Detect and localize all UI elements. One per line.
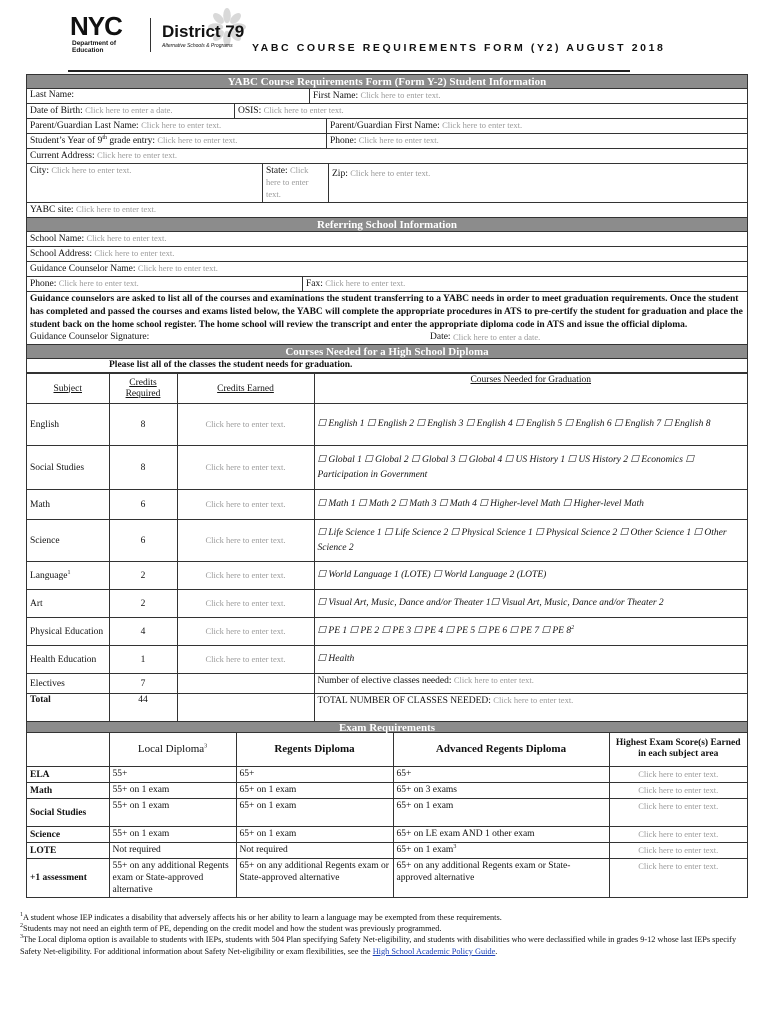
course-credits-required: 2 [109,562,177,590]
course-checkbox-list[interactable]: ☐ Visual Art, Music, Dance and/or Theater 1☐ Visual Art, Music, Dance and/or Theater 2 [314,590,747,618]
col-highest-score: Highest Exam Score(s) Earned in each subject area [609,733,747,767]
exam-subject: ELA [27,767,109,783]
courses-heading: Courses Needed for a High School Diploma [27,345,747,359]
course-subject: English [27,404,109,446]
exam-regents: 65+ [236,767,393,783]
course-checkbox-list[interactable]: ☐ Life Science 1 ☐ Life Science 2 ☐ Physical Science 1 ☐ Physical Science 2 ☐ Other Science 1 ☐ Other Science 2 [314,520,747,562]
signature-date-label: Date: [430,332,451,342]
course-subject: Language$^1$ [27,562,109,590]
counselor-instructions: Guidance counselors are asked to list all of the courses and examinations the student transferring to a YABC needs in order to meet graduation requirements. Once the student has completed and passed the courses and exams listed below, the YABC will complete the appropriate procedures in ATS to pre-certify the student for graduation and place the student back on the home school register. The home school will review the transcript and enter the appropriate diploma code in ATS and issue the official diploma. [30,294,743,330]
exam-advanced: 65+ on 1 exam$^3$ [393,843,609,859]
course-credits-required: 8 [109,446,177,490]
school-address-field[interactable]: Click here to enter text. [94,248,175,258]
exam-local: 55+ on 1 exam [109,783,236,799]
electives-needed-label: Number of elective classes needed: [317,676,452,686]
logo-divider [150,18,151,52]
academic-policy-guide-link[interactable]: High School Academic Policy Guide [372,946,496,956]
doe-logo-text: Department of Education [72,40,117,54]
exam-regents: 65+ on 1 exam [236,827,393,843]
guardian-first-label: Parent/Guardian First Name: [330,121,440,131]
course-subject: Art [27,590,109,618]
total-needed-label: TOTAL NUMBER OF CLASSES NEEDED: [317,696,491,706]
guardian-last-label: Parent/Guardian Last Name: [30,121,139,131]
highest-score-field[interactable]: Click here to enter text. [638,769,719,779]
col-credits-required: Credits Required [109,374,177,404]
footnote-3: $^3$The Local diploma option is available to students with IEPs, students with 504 Plan specifying Safety Net-eligibility, and students with disabilities who were declassified while in grades 9-12 whose last IEPs specify Safety Net-eligibility. For additional information about Safety Net-eligibility or exam flexibilities, see the High School Academic Policy Guide. [20,934,737,956]
exam-local: 55+ on 1 exam [109,799,236,827]
exam-row [27,859,747,898]
year-entry-label: Student’s Year of 9th grade entry: [30,134,155,146]
course-credits-required: 6 [109,490,177,520]
credits-earned-field[interactable]: Click here to enter text. [205,570,286,580]
exam-row [27,767,747,783]
exam-heading: Exam Requirements [27,721,747,733]
exam-advanced: 65+ on LE exam AND 1 other exam [393,827,609,843]
student-phone-field[interactable]: Click here to enter text. [358,135,439,145]
osis-field[interactable]: Click here to enter text. [263,105,344,115]
student-phone-label: Phone: [330,136,357,146]
address-field[interactable]: Click here to enter text. [97,150,178,160]
total-credits: 44 [109,694,177,721]
credits-earned-field[interactable]: Click here to enter text. [205,598,286,608]
school-name-label: School Name: [30,234,85,244]
col-credits-earned: Credits Earned [177,374,314,404]
credits-earned-field[interactable]: Click here to enter text. [205,654,286,664]
footnote-2: $^2$Students may not need an eighth term of PE, depending on the credit model and how the student was previously programmed. [20,923,442,934]
city-label: City: [30,166,50,176]
col-courses-needed: Courses Needed for Graduation [314,374,747,404]
course-row [27,490,747,520]
col-subject: Subject [27,374,109,404]
exam-row [27,827,747,843]
footnotes [20,912,750,957]
first-name-field[interactable]: Click here to enter text. [360,90,441,100]
col-advanced-regents: Advanced Regents Diploma [393,733,609,767]
electives-needed-field[interactable]: Click here to enter text. [453,675,534,685]
footnote-1: $^1$A student whose IEP indicates a disability that adversely affects his or her ability to learn a language may be exempted from these requirements. [20,912,502,922]
credits-earned-field[interactable]: Click here to enter text. [205,535,286,545]
course-checkbox-list[interactable]: ☐ World Language 1 (LOTE) ☐ World Language 2 (LOTE) [314,562,747,590]
course-subject: Physical Education [27,618,109,646]
total-label: Total [27,694,109,721]
credits-earned-field[interactable]: Click here to enter text. [205,626,286,636]
course-credits-required: 4 [109,618,177,646]
exam-row [27,843,747,859]
courses-subheading: Please list all of the classes the student needs for graduation. [109,360,353,370]
exam-row [27,799,747,827]
exam-table [27,733,747,898]
col-regents-diploma: Regents Diploma [236,733,393,767]
exam-subject: Math [27,783,109,799]
fax-field[interactable]: Click here to enter text. [325,278,406,288]
exam-subject: Science [27,827,109,843]
credits-earned-field[interactable]: Click here to enter text. [205,419,286,429]
course-checkbox-list[interactable]: ☐ English 1 ☐ English 2 ☐ English 3 ☐ English 4 ☐ English 5 ☐ English 6 ☐ English 7 ☐ English 8 [314,404,747,446]
header-rule [68,70,630,72]
school-name-field[interactable]: Click here to enter text. [86,233,167,243]
exam-advanced: 65+ [393,767,609,783]
course-subject: Health Education [27,646,109,674]
col-local-diploma: Local Diploma$^3$ [109,733,236,767]
credits-earned-field[interactable]: Click here to enter text. [205,462,286,472]
course-subject: Social Studies [27,446,109,490]
course-row [27,590,747,618]
osis-label: OSIS: [238,106,262,116]
exam-local: 55+ on any additional Regents exam or State-approved alternative [109,859,236,898]
student-info-heading: YABC Course Requirements Form (Form Y-2) Student Information [27,75,747,89]
exam-regents: 65+ on 1 exam [236,799,393,827]
exam-local: 55+ on 1 exam [109,827,236,843]
exam-advanced: 65+ on 3 exams [393,783,609,799]
school-phone-label: Phone: [30,279,57,289]
counselor-name-field[interactable]: Click here to enter text. [137,263,218,273]
counselor-name-label: Guidance Counselor Name: [30,264,136,274]
course-row [27,404,747,446]
course-checkbox-list[interactable]: ☐ Math 1 ☐ Math 2 ☐ Math 3 ☐ Math 4 ☐ Higher-level Math ☐ Higher-level Math [314,490,747,520]
total-needed-field[interactable]: Click here to enter text. [493,695,574,705]
zip-field[interactable]: Click here to enter text. [350,168,431,178]
course-credits-required: 8 [109,404,177,446]
exam-regents: 65+ on any additional Regents exam or State-approved alternative [236,859,393,898]
electives-credits: 7 [109,674,177,694]
referring-school-heading: Referring School Information [27,218,747,232]
exam-row [27,783,747,799]
state-label: State: [266,166,288,176]
exam-regents: Not required [236,843,393,859]
city-field[interactable]: Click here to enter text. [51,165,132,175]
school-phone-field[interactable]: Click here to enter text. [58,278,139,288]
highest-score-field[interactable]: Click here to enter text. [638,861,719,871]
yabc-site-field[interactable]: Click here to enter text. [75,204,156,214]
course-subject: Math [27,490,109,520]
first-name-label: First Name: [313,91,359,101]
courses-table [27,373,747,721]
zip-label: Zip: [332,169,348,179]
nyc-logo: NYC [70,11,122,41]
signature-label: Guidance Counselor Signature: [30,332,150,342]
dob-field[interactable]: Click here to enter a date. [85,105,173,115]
exam-regents: 65+ on 1 exam [236,783,393,799]
fax-label: Fax: [306,279,323,289]
state-field[interactable]: Click here to enter text. [266,165,309,199]
exam-subject: Social Studies [27,799,109,827]
form-body [26,74,748,898]
highest-score-field[interactable]: Click here to enter text. [638,845,719,855]
dob-label: Date of Birth: [30,106,83,116]
guardian-last-field[interactable]: Click here to enter text. [141,120,222,130]
exam-local: Not required [109,843,236,859]
page-header [0,0,770,72]
district-79-subtitle: Alternative Schools & Programs [162,43,233,49]
highest-score-field[interactable]: Click here to enter text. [638,829,719,839]
course-credits-required: 2 [109,590,177,618]
form-title: YABC COURSE REQUIREMENTS FORM (Y2) AUGUST 2018 [252,42,666,54]
exam-advanced: 65+ on any additional Regents exam or State-approved alternative [393,859,609,898]
school-address-label: School Address: [30,249,93,259]
exam-local: 55+ [109,767,236,783]
course-row [27,618,747,646]
exam-subject: LOTE [27,843,109,859]
course-checkbox-list[interactable]: ☐ Global 1 ☐ Global 2 ☐ Global 3 ☐ Global 4 ☐ US History 1 ☐ US History 2 ☐ Economics ☐ Participation in Government [314,446,747,490]
course-subject: Science [27,520,109,562]
year-entry-field[interactable]: Click here to enter text. [157,135,238,145]
last-name-label: Last Name: [30,90,75,100]
electives-label: Electives [27,674,109,694]
course-checkbox-list[interactable]: ☐ PE 1 ☐ PE 2 ☐ PE 3 ☐ PE 4 ☐ PE 5 ☐ PE 6 ☐ PE 7 ☐ PE $8^2$ [314,618,747,646]
highest-score-field[interactable]: Click here to enter text. [638,801,719,811]
district-79-logo: District 79 [162,22,245,41]
credits-earned-field[interactable]: Click here to enter text. [205,499,286,509]
address-label: Current Address: [30,151,95,161]
course-credits-required: 6 [109,520,177,562]
course-row [27,520,747,562]
highest-score-field[interactable]: Click here to enter text. [638,785,719,795]
course-checkbox-list[interactable]: ☐ Health [314,646,747,674]
course-row [27,446,747,490]
course-row [27,562,747,590]
exam-advanced: 65+ on 1 exam [393,799,609,827]
guardian-first-field[interactable]: Click here to enter text. [442,120,523,130]
exam-subject: +1 assessment [27,859,109,898]
signature-date-field[interactable]: Click here to enter a date. [452,332,541,342]
course-row [27,646,747,674]
yabc-site-label: YABC site: [30,205,74,215]
course-credits-required: 1 [109,646,177,674]
